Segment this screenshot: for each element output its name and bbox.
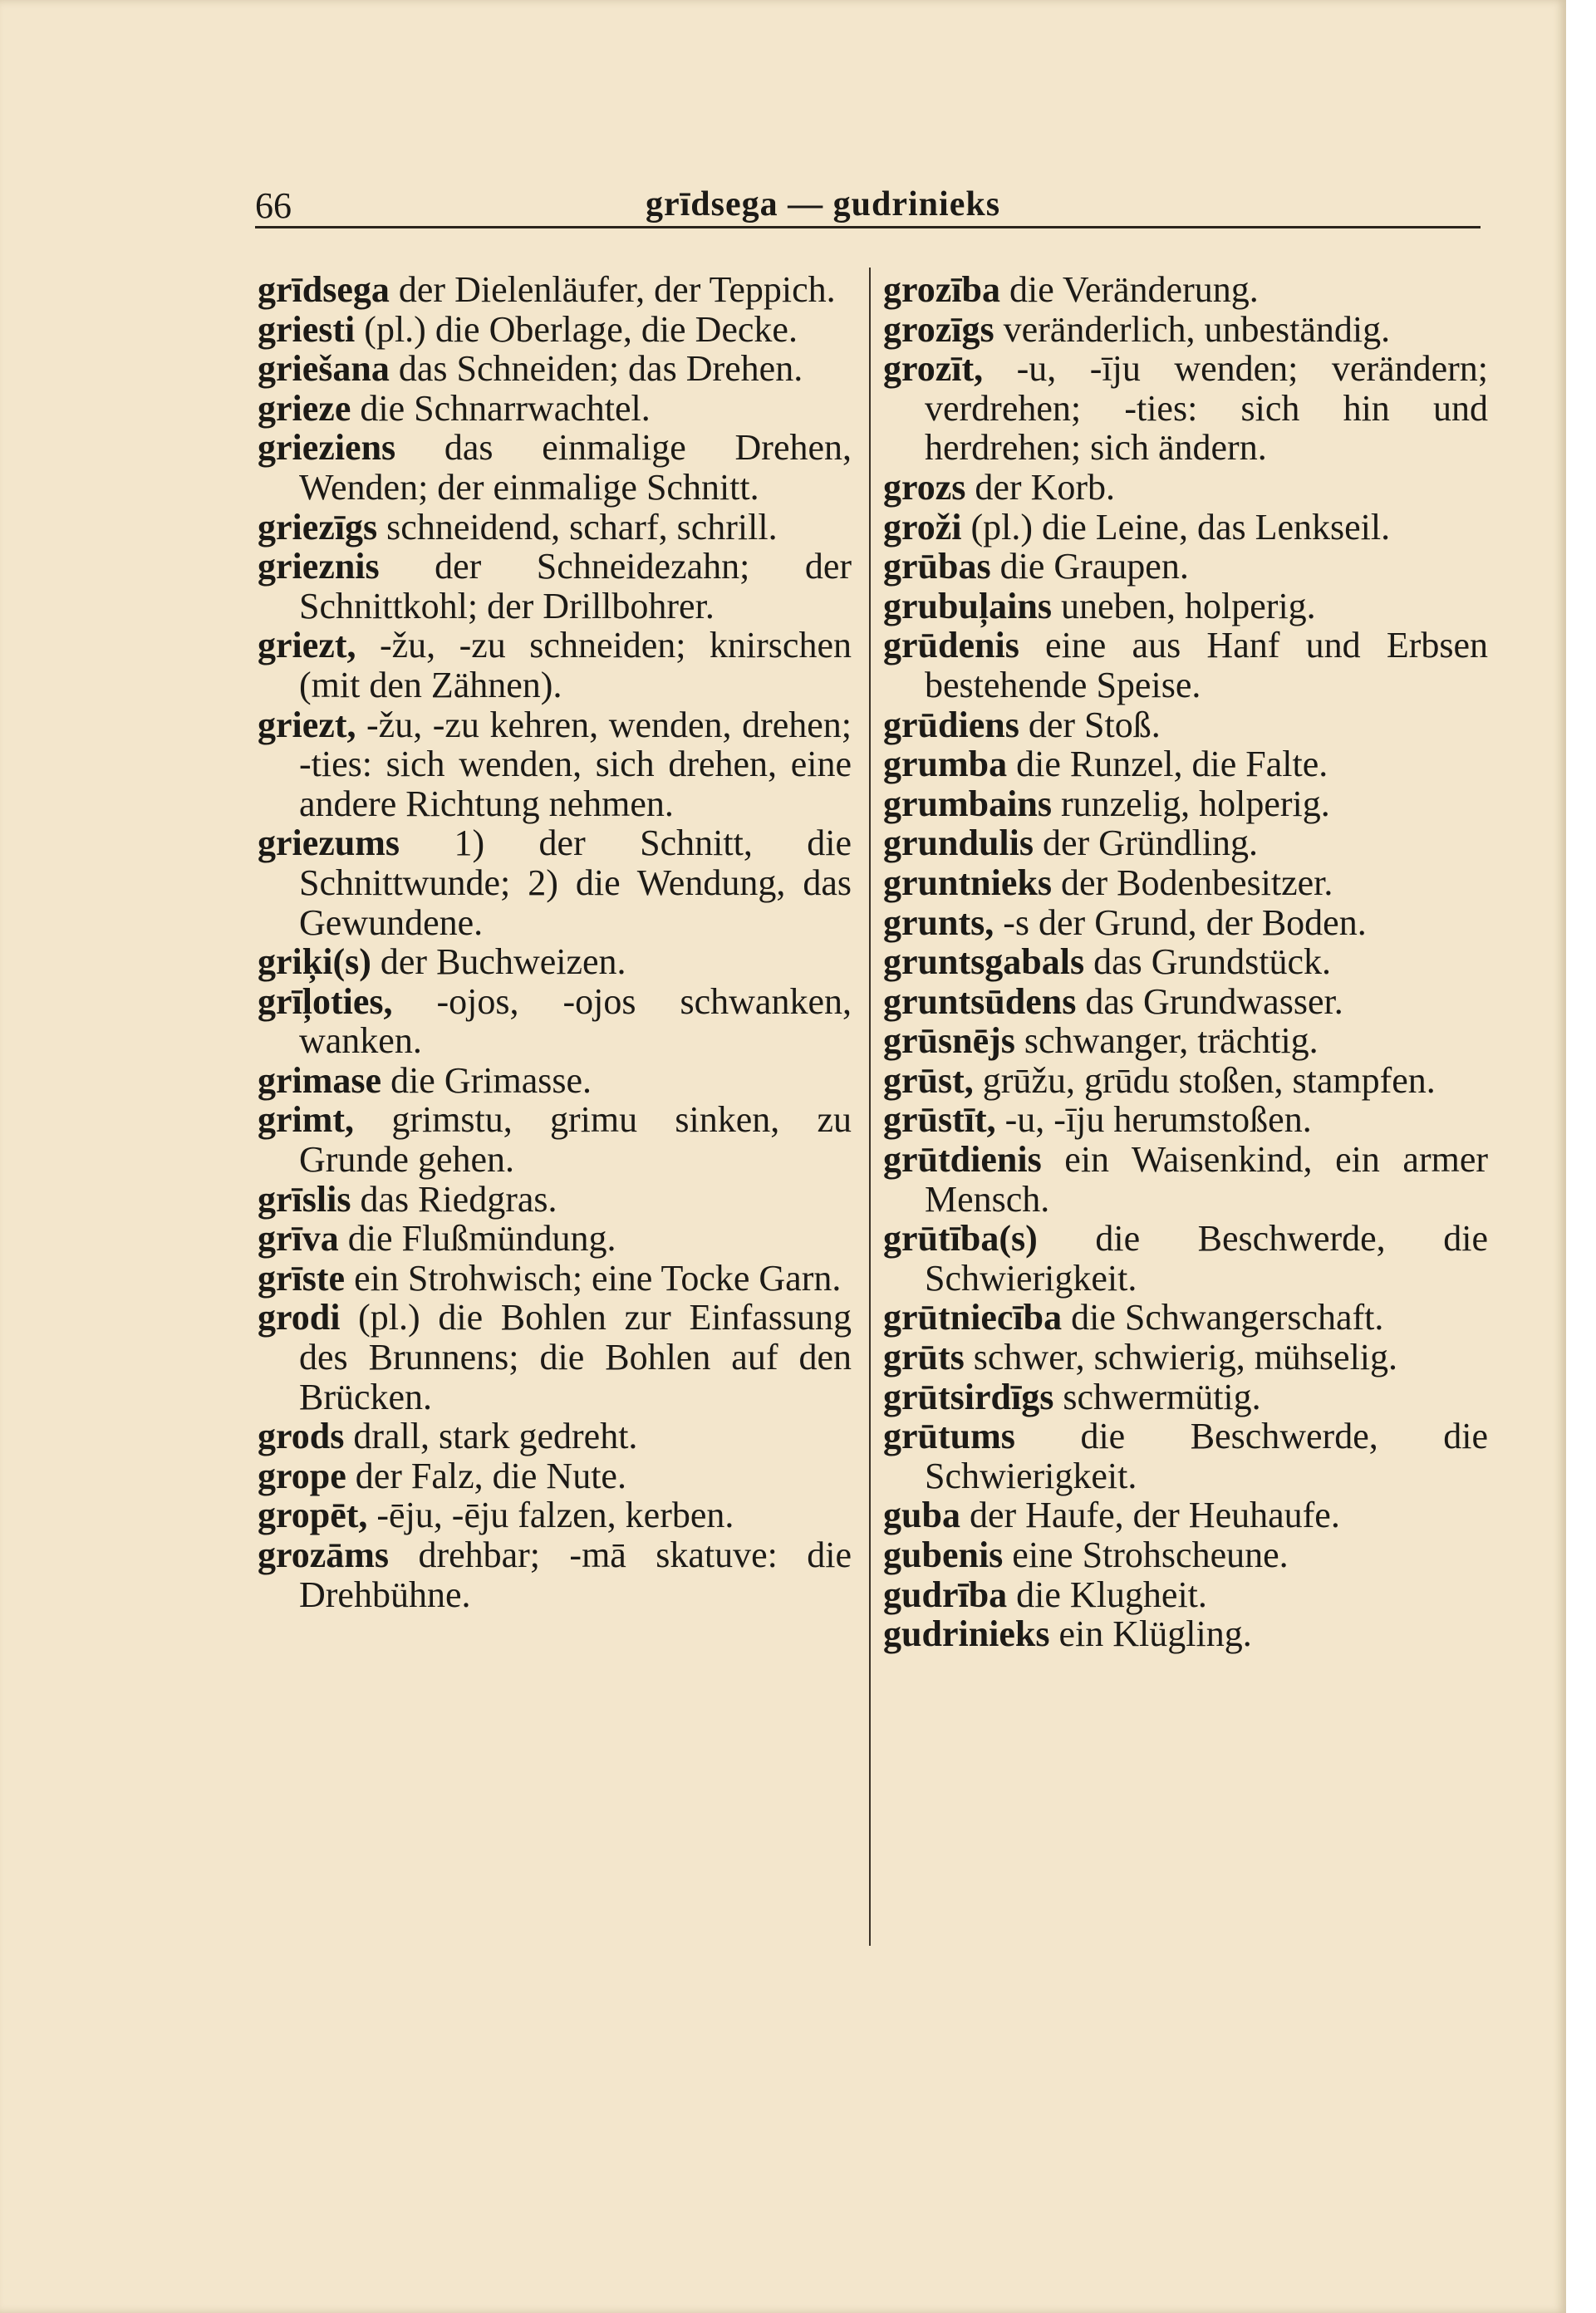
dictionary-entry: [883, 1021, 1488, 1061]
entry-headword: grieznis: [258, 546, 380, 587]
entry-headword: grimt,: [258, 1099, 355, 1141]
dictionary-entry: [883, 823, 1488, 863]
dictionary-entry: [883, 468, 1488, 508]
entry-definition: die Graupen.: [999, 546, 1189, 587]
dictionary-entry: [258, 428, 852, 507]
dictionary-entry: [258, 1535, 852, 1614]
dictionary-entry: [883, 863, 1488, 903]
dictionary-entry: [258, 270, 852, 310]
entry-definition: ein Strohwisch; eine Tocke Garn.: [354, 1257, 842, 1299]
entry-definition: der Falz, die Nute.: [355, 1455, 626, 1496]
entry-headword: griezt,: [258, 704, 356, 745]
entry-headword: griezums: [258, 823, 400, 864]
entry-definition: drehbar; -mā skatuve: die Drehbühne.: [299, 1535, 852, 1615]
entry-definition: -ojos, -ojos schwanken, wanken.: [299, 980, 852, 1062]
entry-headword: grīva: [258, 1218, 339, 1260]
entry-definition: die Veränderung.: [1009, 269, 1259, 310]
dictionary-entry: [883, 1535, 1488, 1575]
entry-headword: gudrība: [883, 1574, 1008, 1615]
entry-headword: griezīgs: [258, 506, 378, 548]
dictionary-entry: [258, 626, 852, 705]
entry-headword: grūsnējs: [883, 1020, 1015, 1062]
entry-definition: der Bodenbesitzer.: [1060, 862, 1333, 903]
dictionary-entry: [883, 1495, 1488, 1535]
dictionary-entry: [258, 1456, 852, 1496]
entry-headword: guba: [883, 1495, 960, 1536]
dictionary-entry: [258, 1061, 852, 1101]
entry-headword: grīdsega: [258, 269, 390, 310]
entry-definition: die Klugheit.: [1016, 1574, 1207, 1615]
dictionary-entry: [258, 705, 852, 824]
dictionary-entry: [883, 1219, 1488, 1298]
entry-definition: ein Waisenkind, ein armer Mensch.: [925, 1139, 1489, 1220]
entry-definition: die Schnarrwachtel.: [360, 387, 651, 429]
dictionary-entry: [258, 349, 852, 389]
entry-definition: 1) der Schnitt, die Schnittwunde; 2) die Wendung, das Gewundene.: [299, 823, 852, 943]
entry-definition: die Flußmündung.: [347, 1218, 616, 1260]
dictionary-entry: [883, 1100, 1488, 1140]
entry-headword: grozīt,: [883, 348, 984, 390]
dictionary-entry: [258, 823, 852, 942]
entry-headword: grīļoties,: [258, 980, 393, 1022]
entry-headword: grumbains: [883, 783, 1052, 824]
dictionary-entry: [258, 1298, 852, 1417]
entry-definition: der Schneidezahn; der Schnittkohl; der Drillbohrer.: [299, 546, 852, 626]
entry-headword: gruntsgabals: [883, 941, 1085, 983]
entry-headword: griķi(s): [258, 941, 371, 983]
page-header: [255, 184, 1479, 228]
dictionary-entry: [258, 1495, 852, 1535]
entry-definition: -u, -īju herumstoßen.: [1004, 1099, 1312, 1141]
dictionary-entry: [883, 1140, 1488, 1219]
entry-headword: grope: [258, 1455, 346, 1496]
entry-definition: -u, -īju wenden; verändern; verdrehen; -ties: sich hin und herdrehen; sich ändern.: [925, 348, 1488, 469]
entry-headword: gudrinieks: [883, 1613, 1050, 1655]
entry-definition: die Beschwerde, die Schwierigkeit.: [925, 1416, 1489, 1496]
dictionary-entry: [258, 389, 852, 429]
dictionary-entry: [883, 270, 1488, 310]
entry-headword: grīslis: [258, 1178, 351, 1220]
entry-headword: griesti: [258, 308, 356, 350]
entry-definition: runzelig, holperig.: [1060, 783, 1330, 824]
dictionary-entry: [883, 784, 1488, 824]
entry-definition: (pl.) die Leine, das Lenkseil.: [970, 506, 1391, 548]
dictionary-entry: [883, 626, 1488, 705]
entry-definition: der Stoß.: [1028, 704, 1161, 745]
entry-definition: das einmalige Drehen, Wenden; der einmalige Schnitt.: [299, 427, 852, 508]
entry-headword: grīste: [258, 1257, 346, 1299]
entry-definition: (pl.) die Oberlage, die Decke.: [364, 308, 798, 350]
entry-definition: ein Klügling.: [1058, 1613, 1252, 1655]
entry-definition: veränderlich, unbeständig.: [1003, 308, 1391, 350]
entry-headword: grozīgs: [883, 308, 994, 350]
entry-definition: -ēju, -ēju falzen, kerben.: [376, 1495, 734, 1536]
dictionary-entry: [258, 1100, 852, 1179]
entry-headword: grūbas: [883, 546, 991, 587]
entry-definition: schwermütig.: [1063, 1376, 1261, 1417]
right-column: [883, 270, 1488, 1654]
dictionary-entry: [258, 942, 852, 982]
entry-headword: grūtums: [883, 1416, 1015, 1457]
left-column: [258, 270, 852, 1614]
entry-headword: grūtība(s): [883, 1218, 1038, 1260]
entry-definition: der Buchweizen.: [380, 941, 626, 983]
entry-definition: die Grimasse.: [390, 1059, 592, 1101]
entry-headword: grūst,: [883, 1059, 974, 1101]
entry-headword: grunts,: [883, 901, 994, 943]
dictionary-entry: [883, 349, 1488, 468]
dictionary-entry: [258, 1219, 852, 1259]
entry-definition: die Runzel, die Falte.: [1016, 744, 1328, 785]
dictionary-entry: [883, 903, 1488, 943]
entry-headword: griešana: [258, 348, 390, 390]
entry-definition: die Schwangerschaft.: [1071, 1297, 1384, 1338]
dictionary-entry: [258, 310, 852, 350]
entry-definition: -žu, -zu kehren, wenden, drehen; -ties: sich wenden, sich drehen, eine andere Richtung nehmen.: [299, 704, 852, 824]
dictionary-entry: [258, 508, 852, 548]
page-edge: [1566, 0, 1596, 2313]
dictionary-entry: [883, 587, 1488, 626]
dictionary-entry: [883, 1377, 1488, 1417]
entry-headword: grieziens: [258, 427, 396, 469]
running-head: grīdsega — gudrinieks: [646, 185, 1001, 223]
entry-headword: grozība: [883, 269, 1000, 310]
entry-headword: grumba: [883, 744, 1008, 785]
entry-definition: schwanger, trächtig.: [1024, 1020, 1319, 1062]
header-rule: [255, 226, 1481, 228]
dictionary-entry: [883, 744, 1488, 784]
entry-definition: grūžu, grūdu stoßen, stampfen.: [982, 1059, 1436, 1101]
entry-headword: grūdenis: [883, 625, 1019, 666]
dictionary-entry: [883, 942, 1488, 982]
entry-headword: grundulis: [883, 823, 1034, 864]
dictionary-entry: [258, 1259, 852, 1299]
entry-headword: grozāms: [258, 1535, 390, 1575]
dictionary-entry: [258, 547, 852, 626]
column-divider: [869, 268, 871, 1946]
entry-definition: -žu, -zu schneiden; knirschen (mit den Zähnen).: [299, 625, 852, 705]
entry-definition: der Korb.: [975, 466, 1115, 508]
entry-headword: grods: [258, 1416, 345, 1457]
dictionary-entry: [883, 508, 1488, 548]
entry-definition: das Grundwasser.: [1085, 980, 1343, 1022]
dictionary-entry: [883, 1298, 1488, 1338]
entry-definition: (pl.) die Bohlen zur Einfassung des Brunnens; die Bohlen auf den Brücken.: [299, 1297, 852, 1417]
entry-definition: die Beschwerde, die Schwierigkeit.: [925, 1218, 1488, 1299]
entry-headword: grūstīt,: [883, 1099, 996, 1141]
dictionary-entry: [883, 1338, 1488, 1377]
entry-headword: grimase: [258, 1059, 382, 1101]
dictionary-entry: [258, 982, 852, 1061]
dictionary-entry: [883, 310, 1488, 350]
entry-headword: grūtsirdīgs: [883, 1376, 1054, 1417]
dictionary-entry: [258, 1180, 852, 1220]
entry-definition: schwer, schwierig, mühselig.: [973, 1337, 1398, 1378]
entry-headword: grūdiens: [883, 704, 1019, 745]
entry-definition: eine aus Hanf und Erbsen bestehende Speise.: [925, 625, 1488, 705]
entry-headword: grodi: [258, 1297, 341, 1338]
entry-definition: das Riedgras.: [360, 1178, 557, 1220]
entry-definition: das Grundstück.: [1093, 941, 1332, 983]
dictionary-entry: [883, 1575, 1488, 1615]
entry-headword: gruntsūdens: [883, 980, 1077, 1022]
entry-definition: der Haufe, der Heuhaufe.: [969, 1495, 1340, 1536]
entry-headword: gruntnieks: [883, 862, 1052, 903]
entry-headword: grūtniecība: [883, 1297, 1063, 1338]
entry-headword: grieze: [258, 387, 351, 429]
entry-definition: -s der Grund, der Boden.: [1003, 901, 1367, 943]
dictionary-entry: [883, 547, 1488, 587]
entry-headword: grūts: [883, 1337, 965, 1378]
entry-headword: gubenis: [883, 1535, 1004, 1575]
entry-definition: schneidend, scharf, schrill.: [386, 506, 778, 548]
entry-headword: grūtdienis: [883, 1139, 1042, 1181]
dictionary-entry: [883, 1417, 1488, 1495]
page-number: 66: [255, 185, 292, 226]
entry-definition: der Dielenläufer, der Teppich.: [398, 269, 836, 310]
dictionary-entry: [883, 1061, 1488, 1101]
entry-definition: uneben, holperig.: [1060, 585, 1316, 626]
entry-headword: grozs: [883, 466, 966, 508]
dictionary-entry: [883, 1614, 1488, 1654]
entry-headword: gropēt,: [258, 1495, 368, 1536]
entry-definition: eine Strohscheune.: [1012, 1535, 1289, 1575]
dictionary-entry: [258, 1417, 852, 1456]
entry-headword: groži: [883, 506, 962, 548]
entry-definition: das Schneiden; das Drehen.: [398, 348, 803, 390]
entry-headword: griezt,: [258, 625, 356, 666]
entry-definition: der Gründling.: [1042, 823, 1259, 864]
entry-definition: drall, stark gedreht.: [353, 1416, 638, 1457]
entry-definition: grimstu, grimu sinken, zu Grunde gehen.: [299, 1099, 852, 1181]
dictionary-entry: [883, 705, 1488, 745]
entry-headword: grubuļains: [883, 585, 1052, 626]
dictionary-entry: [883, 982, 1488, 1022]
